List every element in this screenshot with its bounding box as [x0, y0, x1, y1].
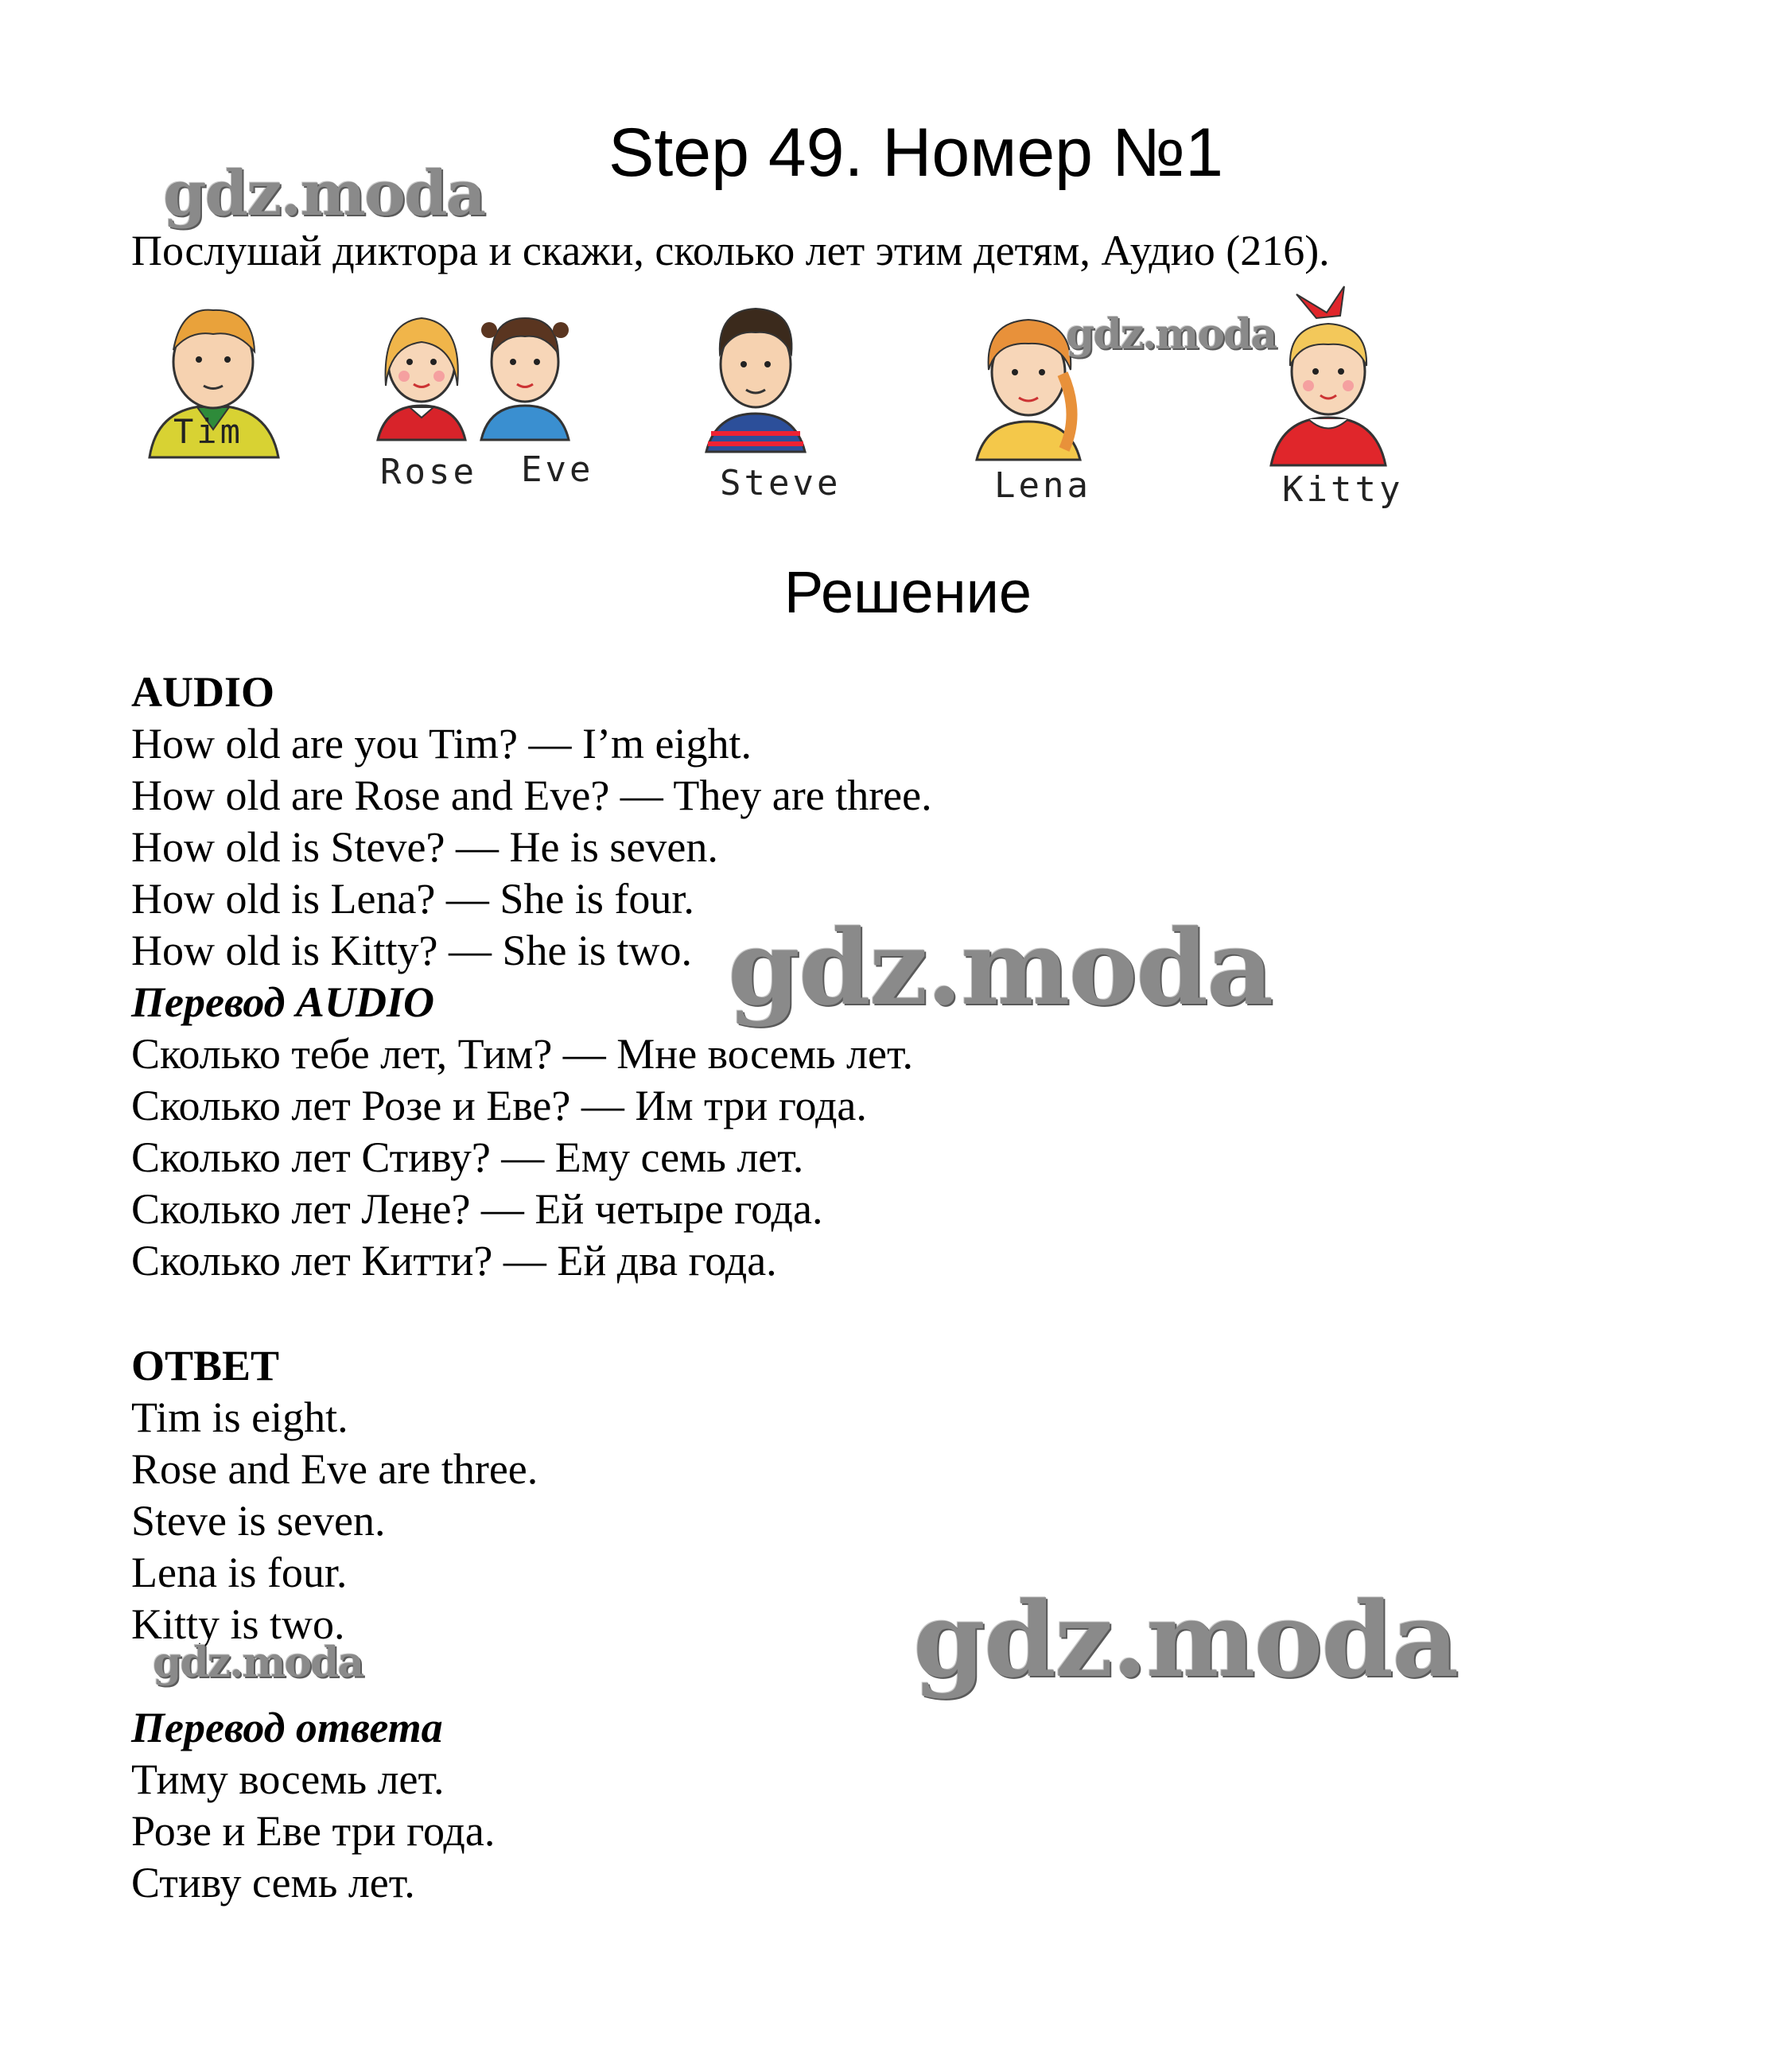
eve-illustration: [477, 298, 573, 441]
task-text: Послушай диктора и скажи, сколько лет этим детям, Аудио (216).: [131, 227, 1330, 274]
page-title: Step 49. Номер №1: [608, 115, 1223, 191]
answer-line: Rose and Eve are three.: [131, 1445, 538, 1493]
audio-line: How old are you Tim? — I’m eight.: [131, 720, 752, 768]
child-name-lena: Lena: [994, 465, 1091, 506]
child-rose: [374, 298, 469, 441]
audio-translation-line: Сколько тебе лет, Тим? — Мне восемь лет.: [131, 1030, 913, 1078]
audio-translation-line: Сколько лет Лене? — Ей четыре года.: [131, 1185, 823, 1233]
answer-translation-line: Тиму восемь лет.: [131, 1755, 445, 1803]
child-tim: [142, 294, 285, 461]
child-kitty: [1265, 282, 1392, 469]
section-heading-answer-translation: Перевод ответа: [131, 1704, 443, 1751]
solution-title: Решение: [783, 559, 1032, 625]
rose-illustration: [374, 298, 469, 441]
watermark: gdz.moda: [1066, 310, 1277, 359]
watermark: gdz.moda: [153, 1638, 363, 1687]
child-name-rose: Rose: [380, 452, 477, 492]
section-heading-audio: AUDIO: [131, 668, 275, 716]
answer-line: Steve is seven.: [131, 1497, 386, 1545]
steve-illustration: [700, 294, 811, 453]
child-steve: [700, 294, 811, 453]
answer-line: Kitty is two.: [131, 1600, 345, 1648]
watermark: gdz.moda: [913, 1579, 1458, 1700]
audio-line: How old are Rose and Eve? — They are three.: [131, 772, 932, 819]
watermark: gdz.moda: [728, 907, 1273, 1028]
child-name-steve: Steve: [720, 463, 842, 503]
answer-translation-line: Розе и Еве три года.: [131, 1807, 496, 1855]
answer-line: Lena is four.: [131, 1549, 348, 1596]
child-name-eve: Eve: [521, 449, 594, 490]
section-heading-audio-translation: Перевод AUDIO: [131, 978, 434, 1026]
audio-translation-line: Сколько лет Стиву? — Ему семь лет.: [131, 1133, 804, 1181]
answer-translation-line: Стиву семь лет.: [131, 1859, 415, 1906]
audio-line: How old is Steve? — He is seven.: [131, 823, 718, 871]
child-name-kitty: Kitty: [1282, 469, 1404, 510]
watermark: gdz.moda: [163, 157, 485, 230]
kitty-illustration: [1265, 282, 1392, 469]
answer-line: Tim is eight.: [131, 1393, 348, 1441]
audio-translation-line: Сколько лет Розе и Еве? — Им три года.: [131, 1082, 867, 1129]
child-name-tim: Tim: [173, 412, 243, 451]
audio-line: How old is Lena? — She is four.: [131, 875, 694, 923]
audio-line: How old is Kitty? — She is two.: [131, 927, 693, 974]
section-heading-answer: ОТВЕТ: [131, 1342, 280, 1390]
audio-translation-line: Сколько лет Китти? — Ей два года.: [131, 1237, 777, 1285]
child-eve: [477, 298, 573, 441]
